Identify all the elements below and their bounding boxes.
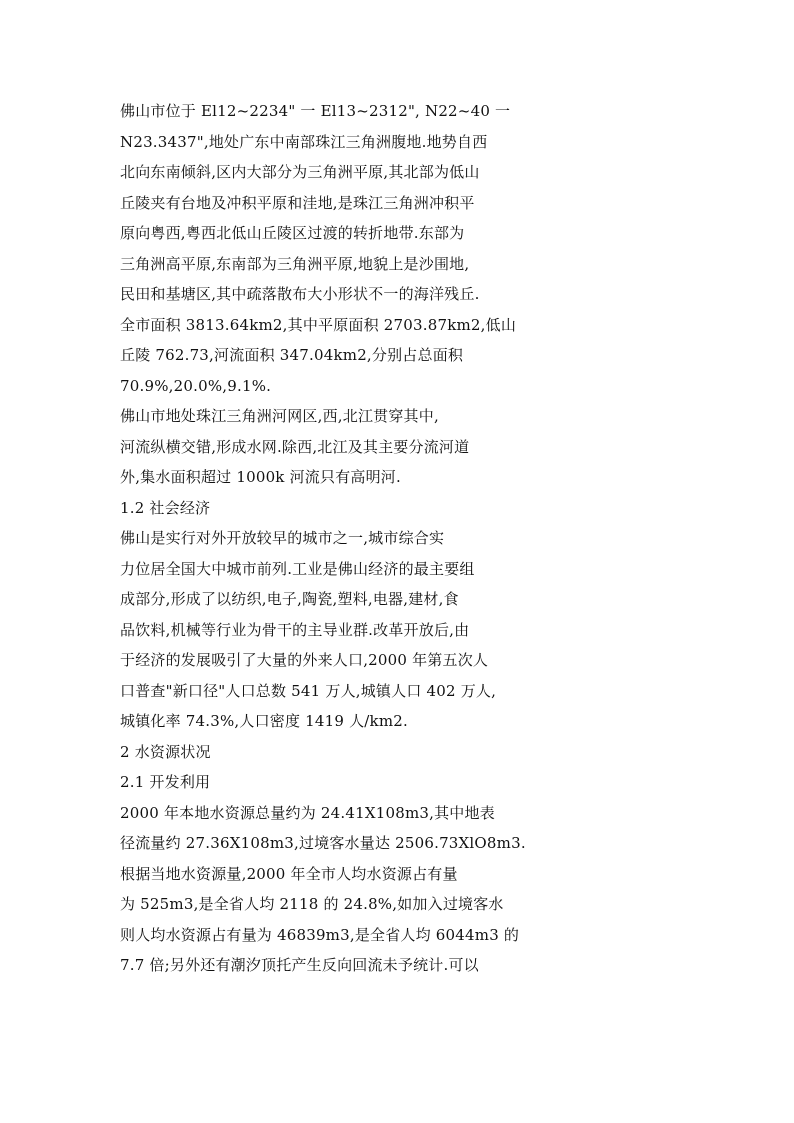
section-heading: 2.1 开发利用	[120, 773, 211, 791]
text-line: 径流量约 27.36X108m3,过境客水量达 2506.73XlO8m3.	[120, 834, 526, 852]
text-line: 7.7 倍;另外还有潮汐顶托产生反向回流未予统计.可以	[120, 956, 479, 974]
text-line: 原向粤西,粤西北低山丘陵区过渡的转折地带.东部为	[120, 224, 465, 242]
text-line: 城镇化率 74.3%,人口密度 1419 人/km2.	[120, 712, 408, 730]
section-heading: 1.2 社会经济	[120, 498, 211, 517]
text-line: 佛山是实行对外开放较早的城市之一,城市综合实	[120, 529, 445, 547]
text-line: 佛山市地处珠江三角洲河网区,西,北江贯穿其中,	[120, 407, 439, 425]
text-line: 为 525m3,是全省人均 2118 的 24.8%,如加入过境客水	[120, 895, 504, 913]
text-line: 河流纵横交错,形成水网.除西,北江及其主要分流河道	[120, 437, 470, 456]
text-line: 民田和基塘区,其中疏落散布大小形状不一的海洋残丘.	[120, 285, 480, 303]
text-line: 则人均水资源占有量为 46839m3,是全省人均 6044m3 的	[120, 925, 520, 944]
text-line: 口普查"新口径"人口总数 541 万人,城镇人口 402 万人,	[120, 681, 497, 700]
section-heading: 2 水资源状况	[120, 742, 211, 761]
text-line: 三角洲高平原,东南部为三角洲平原,地貌上是沙围地,	[120, 254, 470, 273]
text-line: 成部分,形成了以纺织,电子,陶瓷,塑料,电器,建材,食	[120, 590, 459, 608]
text-line: 2000 年本地水资源总量约为 24.41X108m3,其中地表	[120, 803, 495, 822]
body-text	[120, 96, 540, 981]
text-line: 北向东南倾斜,区内大部分为三角洲平原,其北部为低山	[120, 163, 480, 181]
text-line: 于经济的发展吸引了大量的外来人口,2000 年第五次人	[120, 651, 489, 669]
text-line: 外,集水面积超过 1000k 河流只有高明河.	[120, 468, 401, 486]
text-line: 丘陵夹有台地及冲积平原和洼地,是珠江三角洲冲积平	[120, 193, 475, 212]
text-line: 品饮料,机械等行业为骨干的主导业群.改革开放后,由	[120, 620, 470, 639]
text-line: 丘陵 762.73,河流面积 347.04km2,分别占总面积	[120, 346, 464, 364]
text-line: 佛山市位于 El12~2234" 一 El13~2312", N22~40 一	[120, 102, 511, 120]
text-line: 根据当地水资源量,2000 年全市人均水资源占有量	[120, 864, 458, 883]
text-line: 全市面积 3813.64km2,其中平原面积 2703.87km2,低山	[120, 315, 517, 334]
text-line: 70.9%,20.0%,9.1%.	[120, 376, 272, 395]
text-line: 力位居全国大中城市前列.工业是佛山经济的最主要组	[120, 559, 475, 578]
text-line: N23.3437",地处广东中南部珠江三角洲腹地.地势自西	[120, 132, 488, 151]
